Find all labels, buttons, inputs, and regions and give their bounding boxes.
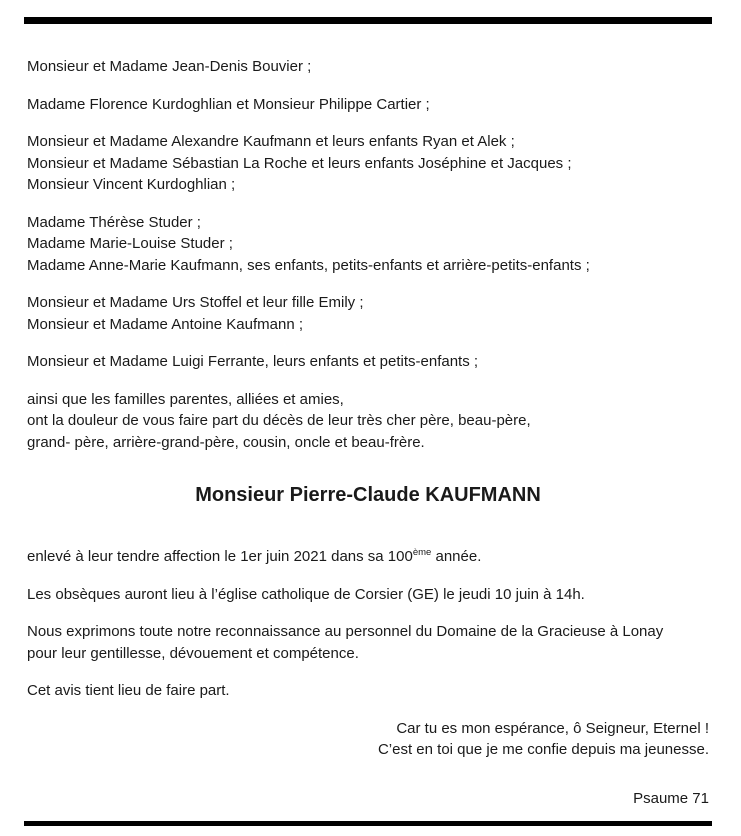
scripture-quote bbox=[27, 718, 709, 761]
notice-statement-line: Cet avis tient lieu de faire part. bbox=[27, 682, 230, 699]
announcement-line: grand- père, arrière-grand-père, cousin, oncle et beau-frère. bbox=[27, 433, 425, 451]
quote-line: C’est en toi que je me confie depuis ma jeunesse. bbox=[377, 741, 709, 758]
family-line: Monsieur et Madame Jean-Denis Bouvier ; bbox=[27, 58, 312, 75]
ordinal-superscript: ème bbox=[412, 547, 432, 558]
thanks-line: pour leur gentillesse, dévouement et compétence. bbox=[27, 644, 359, 662]
death-date-paragraph bbox=[27, 546, 709, 568]
quote-source-reference bbox=[27, 788, 709, 810]
family-paragraph bbox=[27, 94, 709, 116]
family-paragraph bbox=[27, 292, 709, 335]
family-line: Monsieur et Madame Antoine Kaufmann ; bbox=[27, 315, 303, 333]
family-line: Madame Marie-Louise Studer ; bbox=[27, 235, 233, 252]
announcement-line: ainsi que les familles parentes, alliées et amies, bbox=[27, 390, 344, 408]
thanks-paragraph bbox=[27, 621, 709, 664]
family-paragraph bbox=[27, 351, 709, 373]
quote-source-text: Psaume 71 bbox=[633, 789, 709, 807]
family-line: Madame Florence Kurdoghlian et Monsieur Philippe Cartier ; bbox=[27, 95, 430, 113]
family-line: Monsieur Vincent Kurdoghlian ; bbox=[27, 176, 236, 193]
family-line: Madame Thérèse Studer ; bbox=[27, 213, 201, 231]
family-line: Monsieur et Madame Alexandre Kaufmann et leurs enfants Ryan et Alek ; bbox=[27, 133, 515, 150]
funeral-info-paragraph bbox=[27, 584, 709, 606]
thanks-line: Nous exprimons toute notre reconnaissance au personnel du Domaine de la Gracieuse à Lonay bbox=[27, 623, 664, 640]
family-paragraph bbox=[27, 131, 709, 196]
announcement-paragraph bbox=[27, 389, 709, 454]
family-paragraph bbox=[27, 212, 709, 277]
deceased-name-title: Monsieur Pierre-Claude KAUFMANN bbox=[195, 484, 541, 506]
family-paragraph bbox=[27, 56, 709, 78]
family-line: Monsieur et Madame Urs Stoffel et leur fille Emily ; bbox=[27, 294, 364, 311]
death-date-text: enlevé à leur tendre affection le 1er juin 2021 dans sa 100 bbox=[27, 548, 413, 565]
notice-statement-paragraph bbox=[27, 680, 709, 702]
family-line: Monsieur et Madame Luigi Ferrante, leurs enfants et petits-enfants ; bbox=[27, 353, 479, 370]
bottom-border-rule bbox=[24, 821, 712, 826]
funeral-info-line: Les obsèques auront lieu à l’église catholique de Corsier (GE) le jeudi 10 juin à 14h. bbox=[27, 585, 585, 603]
announcement-line: ont la douleur de vous faire part du décès de leur très cher père, beau-père, bbox=[27, 412, 531, 429]
notice-content bbox=[27, 56, 709, 809]
top-border-rule bbox=[24, 17, 712, 24]
family-line: Madame Anne-Marie Kaufmann, ses enfants, petits-enfants et arrière-petits-enfants ; bbox=[27, 256, 590, 274]
quote-line: Car tu es mon espérance, ô Seigneur, Eternel ! bbox=[396, 719, 709, 737]
death-date-text-end: année. bbox=[431, 548, 482, 565]
family-line: Monsieur et Madame Sébastian La Roche et leurs enfants Joséphine et Jacques ; bbox=[27, 154, 572, 172]
